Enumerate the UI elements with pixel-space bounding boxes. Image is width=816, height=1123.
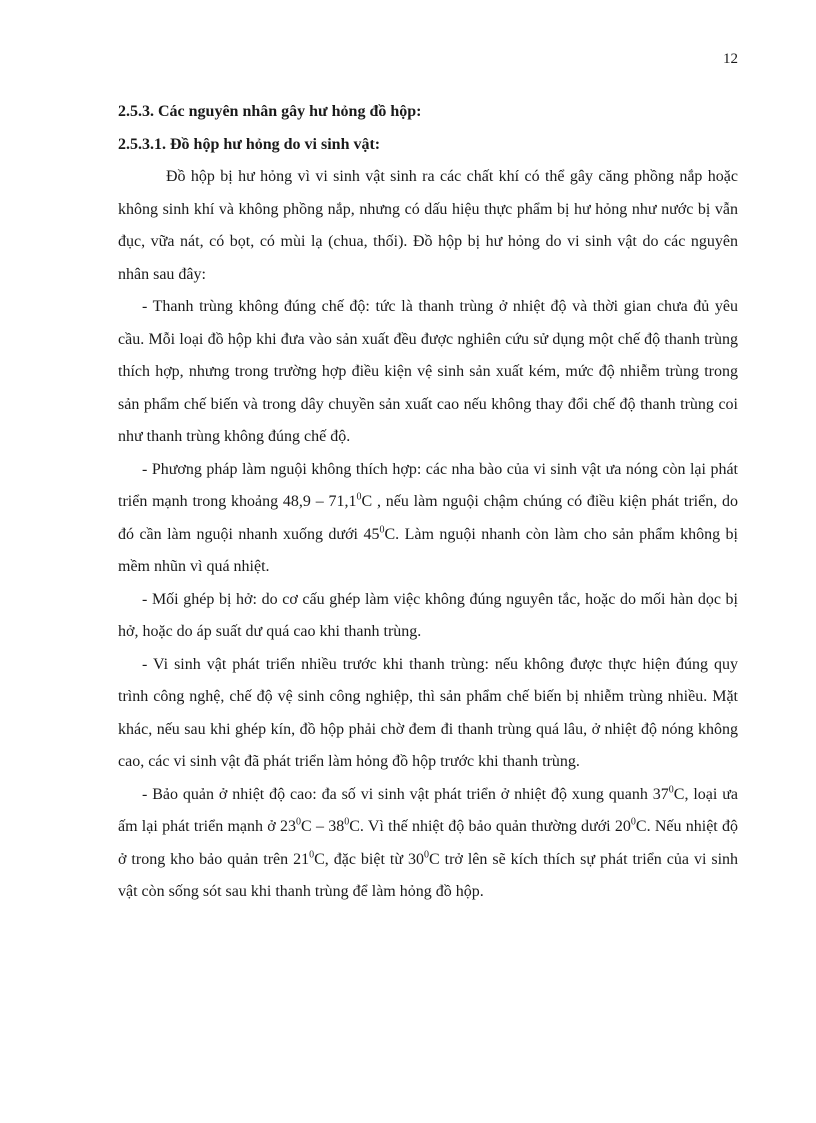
document-body bbox=[118, 96, 738, 909]
degree-superscript: 0 bbox=[630, 816, 636, 828]
degree-superscript: 0 bbox=[309, 849, 315, 861]
cause-storage-text-3: C – 38 bbox=[301, 818, 345, 835]
cause-storage-text-6: C, đặc biệt từ 30 bbox=[314, 850, 424, 868]
cause-contamination-paragraph: - Vi sinh vật phát triển nhiều trước khi thanh trùng: nếu không được thực hiện đúng quy trình công nghệ, chế độ vệ sinh công nghiệp, thì sản phẩm chế biến bị nhiễm trùng nhiều. Mặt khác, nếu sau khi ghép kín, đồ hộp phải chờ đem đi thanh trùng quá lâu, ở nhiệt độ nóng không cao, các vi sinh vật đã phát triển làm hỏng đồ hộp trước khi thanh trùng. bbox=[118, 655, 738, 770]
degree-superscript: 0 bbox=[356, 491, 362, 503]
cause-seam-paragraph: - Mối ghép bị hở: do cơ cấu ghép làm việc không đúng nguyên tắc, hoặc do mối hàn dọc bị hở, hoặc do áp suất dư quá cao khi thanh trùng. bbox=[118, 590, 738, 640]
intro-paragraph: Đồ hộp bị hư hỏng vì vi sinh vật sinh ra các chất khí có thể gây căng phồng nắp hoặc không sinh khí và không phồng nắp, nhưng có dấu hiệu thực phẩm bị hư hỏng như nước bị vẫn đục, vữa nát, có bọt, có mùi lạ (chua, thối). Đồ hộp bị hư hỏng do vi sinh vật do các nguyên nhân sau đây: bbox=[118, 168, 738, 283]
cause-storage-text-1: - Bảo quản ở nhiệt độ cao: đa số vi sinh vật phát triển ở nhiệt độ xung quanh 37 bbox=[142, 785, 669, 803]
cause-cooling-text-3: C. Làm nguội nhanh còn làm cho sản phẩm không bị mềm nhũn vì quá nhiệt. bbox=[118, 525, 738, 575]
degree-superscript: 0 bbox=[423, 849, 429, 861]
cause-storage-text-4: C. Vì thế nhiệt độ bảo quản thường dưới 20 bbox=[349, 818, 631, 835]
degree-superscript: 0 bbox=[344, 816, 350, 828]
cause-cooling-paragraph bbox=[118, 454, 738, 584]
degree-superscript: 0 bbox=[379, 524, 385, 536]
degree-superscript: 0 bbox=[296, 816, 302, 828]
cause-sterilization-paragraph: - Thanh trùng không đúng chế độ: tức là thanh trùng ở nhiệt độ và thời gian chưa đủ yêu cầu. Mỗi loại đồ hộp khi đưa vào sản xuất đều được nghiên cứu sử dụng một chế độ thanh trùng thích hợp, nhưng trong trường hợp điều kiện vệ sinh sản xuất kém, mức độ nhiễm trùng trong sản phẩm chế biến và trong dây chuyền sản xuất cao nếu không thay đổi chế độ thanh trùng coi như thanh trùng không đúng chế độ. bbox=[118, 298, 738, 445]
cause-storage-paragraph bbox=[118, 779, 738, 909]
page-number: 12 bbox=[723, 51, 738, 67]
cause-storage-text-2: C, loại ưa ấm lại phát triển mạnh ở 23 bbox=[118, 785, 739, 835]
cause-cooling-text-1: - Phương pháp làm nguội không thích hợp: các nha bào của vi sinh vật ưa nóng còn lại phát triển mạnh trong khoảng 48,9 – 71,1 bbox=[118, 460, 738, 510]
degree-superscript: 0 bbox=[668, 784, 674, 796]
cause-storage-text-7: C trở lên sẽ kích thích sự phát triển của vi sinh vật còn sống sót sau khi thanh trùng để làm hỏng đồ hộp. bbox=[118, 850, 739, 900]
subsection-heading: 2.5.3.1. Đồ hộp hư hỏng do vi sinh vật: bbox=[118, 135, 381, 153]
section-heading: 2.5.3. Các nguyên nhân gây hư hỏng đồ hộp: bbox=[118, 103, 422, 120]
cause-storage-text-5: C. Nếu nhiệt độ ở trong kho bảo quản trên 21 bbox=[118, 818, 739, 868]
cause-cooling-text-2: C , nếu làm nguội chậm chúng có điều kiện phát triển, do đó cần làm nguội nhanh xuống dưới 45 bbox=[118, 493, 738, 543]
